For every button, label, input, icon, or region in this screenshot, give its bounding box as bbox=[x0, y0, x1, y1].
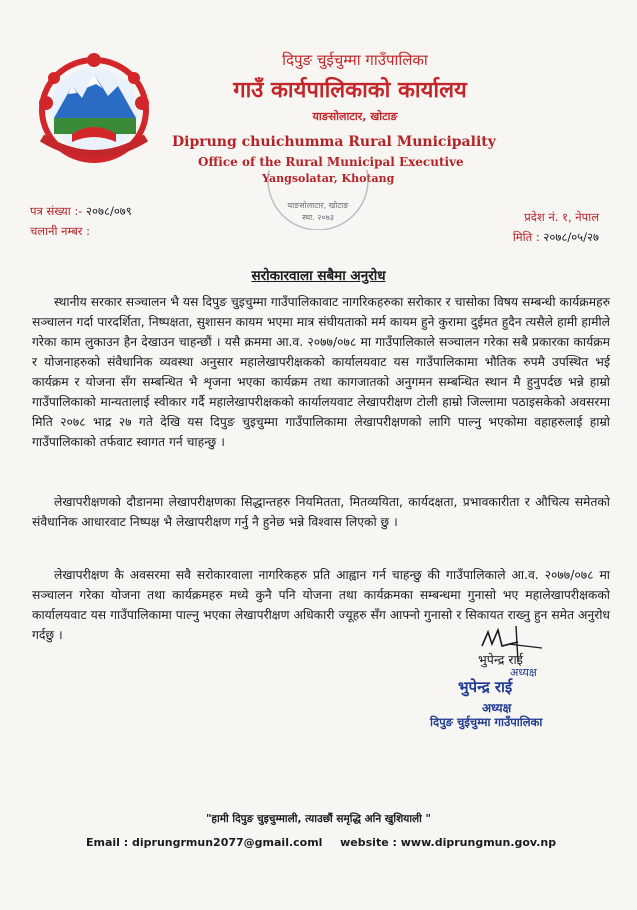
subject-text: सरोकारवाला सबैमा अनुरोध bbox=[251, 268, 386, 284]
stamp-office: दिपुङ चुईचुम्मा गाउँपालिका bbox=[430, 715, 543, 729]
date-label: मिति : bbox=[512, 230, 540, 244]
footer-contact bbox=[86, 836, 626, 849]
date-value: २०७८/०५/२७ bbox=[543, 230, 599, 244]
address-np: याङसोलाटार, खोटाङ bbox=[312, 110, 398, 123]
body-paragraph-2: लेखापरीक्षणको दौडानमा लेखापरीक्षणका सिद्धान्तहरु नियमितता, मितव्ययिता, कार्यदक्षता, प्रभावकारीता र औचित्य समेतको संवैधानिक आधारवाट निष्पक्ष भै लेखापरीक्षण गर्नु नै हुनेछ भन्ने विश्वास लिएको छु । bbox=[32, 495, 610, 529]
ref-label: पत्र संख्या :- bbox=[30, 204, 83, 218]
date-block bbox=[513, 207, 599, 247]
signatory-name: भुपेन्द्र राई bbox=[478, 652, 523, 667]
nepal-emblem-icon bbox=[24, 48, 164, 168]
gaupalika-name-np: दिपुङ चुईचुम्मा गाउँपालिका bbox=[282, 51, 428, 69]
office-name-np: गाउँ कार्यपालिकाको कार्यालय bbox=[233, 78, 467, 103]
email-link[interactable]: diprungrmun2077@gmail.coml bbox=[132, 836, 323, 849]
footer-motto: "हामी दिपुङ चुइचुम्माली, त्याउछौं समृद्धि अनि खुशियाली " bbox=[205, 813, 432, 825]
province-label: प्रदेश नं. १, नेपाल bbox=[524, 210, 599, 224]
ref-value: २०७८/०७९ bbox=[86, 204, 132, 218]
stamp-line-2: स्था. २०७३ bbox=[302, 213, 334, 222]
stamp-title: अध्यक्ष bbox=[510, 666, 537, 679]
office-stamp bbox=[258, 170, 378, 230]
stamp-role: अध्यक्ष bbox=[482, 701, 512, 715]
website-link[interactable]: www.diprungmun.gov.np bbox=[400, 836, 557, 849]
dispatch-label: चलानी नम्बर : bbox=[30, 224, 91, 238]
website-label: website : bbox=[340, 836, 397, 849]
email-label: Email : bbox=[86, 836, 129, 849]
municipality-name-en: Diprung chuichumma Rural Municipality bbox=[172, 134, 496, 150]
address-en: Yangsolatar, Khotang bbox=[262, 172, 395, 185]
office-name-en: Office of the Rural Municipal Executive bbox=[198, 155, 464, 169]
stamp-line-1: याङसोलाटार, खोटाङ bbox=[287, 201, 349, 210]
body-paragraph-3: लेखापरीक्षण कै अवसरमा सवै सरोकारवाला नागरिकहरु प्रति आह्वान गर्न चाहन्छु की गाउँपालिकाले आ.व. २०७७/०७८ मा सञ्चालन गरेका योजना तथा कार्यक्रमहरु मध्ये कुनै पनि योजना तथा कार्यक्रमका सम्बन्धमा गुनासो भए महालेखापरीक्षकको कार्यालयवाट यस गाउँपालिकामा पाल्नु भएका लेखापरीक्षण अधिकारी ज्यूहरु सँग आफ्नो गुनासो र सिकायत राख्नु हुन समेत अनुरोध गर्दछु । bbox=[32, 568, 610, 642]
body-paragraph-1: स्थानीय सरकार सञ्चालन भै यस दिपुङ चुइचुम्मा गाउँपालिकावाट नागरिकहरुका सरोकार र चासोका विषय सम्बन्धी कार्यक्रमहरु सञ्चालन गर्दा पारदर्शिता, निष्पक्षता, सुशासन कायम भएमा मात्र संघीयताको मर्म कायम हुने कुरामा दुईमत हुदैन त्यसैले हामी हामीले गरेका काम लुकाउन हैन देखाउन चाहन्छौं । यसै क्रममा आ.व. २०७७/०७८ मा गाउँपालिकाले सञ्चालन गरेका सबै प्रकारका कार्यक्रम र योजनाहरुको संवैधानिक व्यवस्था अनुसार महालेखापरीक्षकको कार्यालयवाट यस गाउँपालिकामा भौतिक रुपमै उपस्थित भई कार्यक्रम र योजना सँग सम्बन्धित भै शृजना भएका कार्यक्रम तथा कागजातको अनुगमन सम्बन्धित स्थान मै हुनुपर्दछ भन्ने हाम्रो गाउँपालिकाको मान्यतालाई स्वीकार गर्दै महालेखापरीक्षकको कार्यालयवाट लेखापरीक्षण टोली हाम्रो जिल्लामा पठाइसकेको अवसरमा मिति २०७८ भाद्र २७ गते देखि यस दिपुङ चुइचुम्मा गाउँपालिकामा लेखापरीक्षणको लागि पाल्नु भएकोमा वहाहरुलाई हाम्रो गाउँपालिकाको तर्फवाट स्वागत गर्न चाहन्छु । bbox=[32, 295, 610, 449]
stamp-name: भुपेन्द्र राई bbox=[458, 678, 513, 696]
subject-line bbox=[0, 266, 637, 284]
reference-block bbox=[30, 201, 132, 241]
